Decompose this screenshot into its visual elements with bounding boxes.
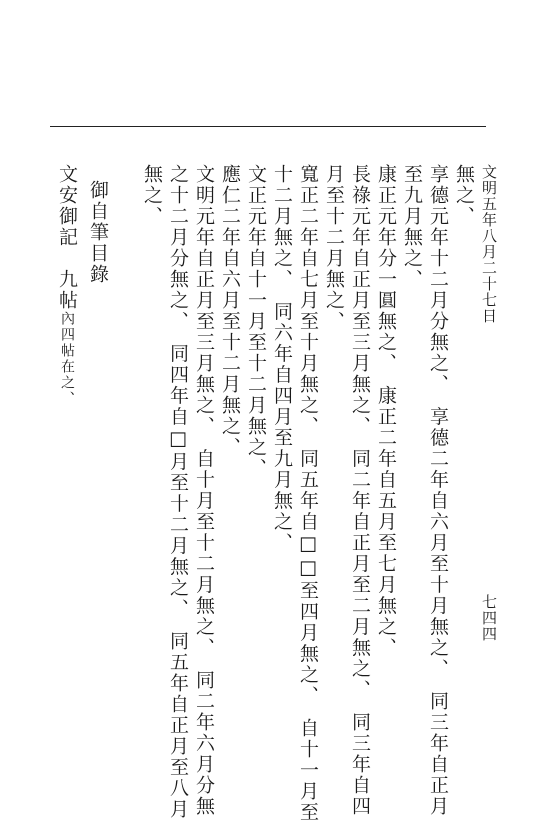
text-column: 無之、 [141, 164, 163, 227]
text-column: 之十二月分無之、 同四年自□月至十二月無之、 同五年自正月至八月 [167, 164, 189, 820]
catalog-entry [56, 164, 78, 407]
text-column: 月至十二月無之、 [323, 164, 345, 332]
text-column: 享德元年十二月分無之、 享德二年自六月至十月無之、 同三年自正月 [427, 164, 449, 817]
text-column: 應仁二年自六月至十二月無之、 [219, 164, 241, 458]
header-rule [50, 126, 486, 127]
text-column: 十二月無之、 同六年自四月至九月無之、 [271, 164, 293, 554]
running-head: 文明五年八月二十七日 [480, 164, 498, 324]
entry-label: 文安御記 [56, 164, 78, 248]
text-column: 康正元年分一圓無之、 康正二年自五月至七月無之、 [375, 164, 397, 659]
text-column: 至九月無之、 [401, 164, 423, 290]
section-title: 御自筆目錄 [87, 180, 109, 285]
entry-value: 九帖 [56, 269, 78, 311]
text-column: 文正元年自十一月至十二月無之、 [245, 164, 267, 479]
text-column: 寬正二年自七月至十月無之、 同五年自□□至四月無之、 自十一月至 [297, 164, 319, 823]
text-column: 無之、 [453, 164, 475, 227]
page-number: 七四四 [480, 594, 498, 642]
text-column: 文明元年自正月至三月無之、 自十月至十二月無之、 同二年六月分無 [193, 164, 215, 817]
text-column: 長祿元年自正月至三月無之、 同二年自正月至二月無之、 同三年自四 [349, 164, 371, 817]
entry-note: 內四帖在之、 [59, 311, 75, 407]
